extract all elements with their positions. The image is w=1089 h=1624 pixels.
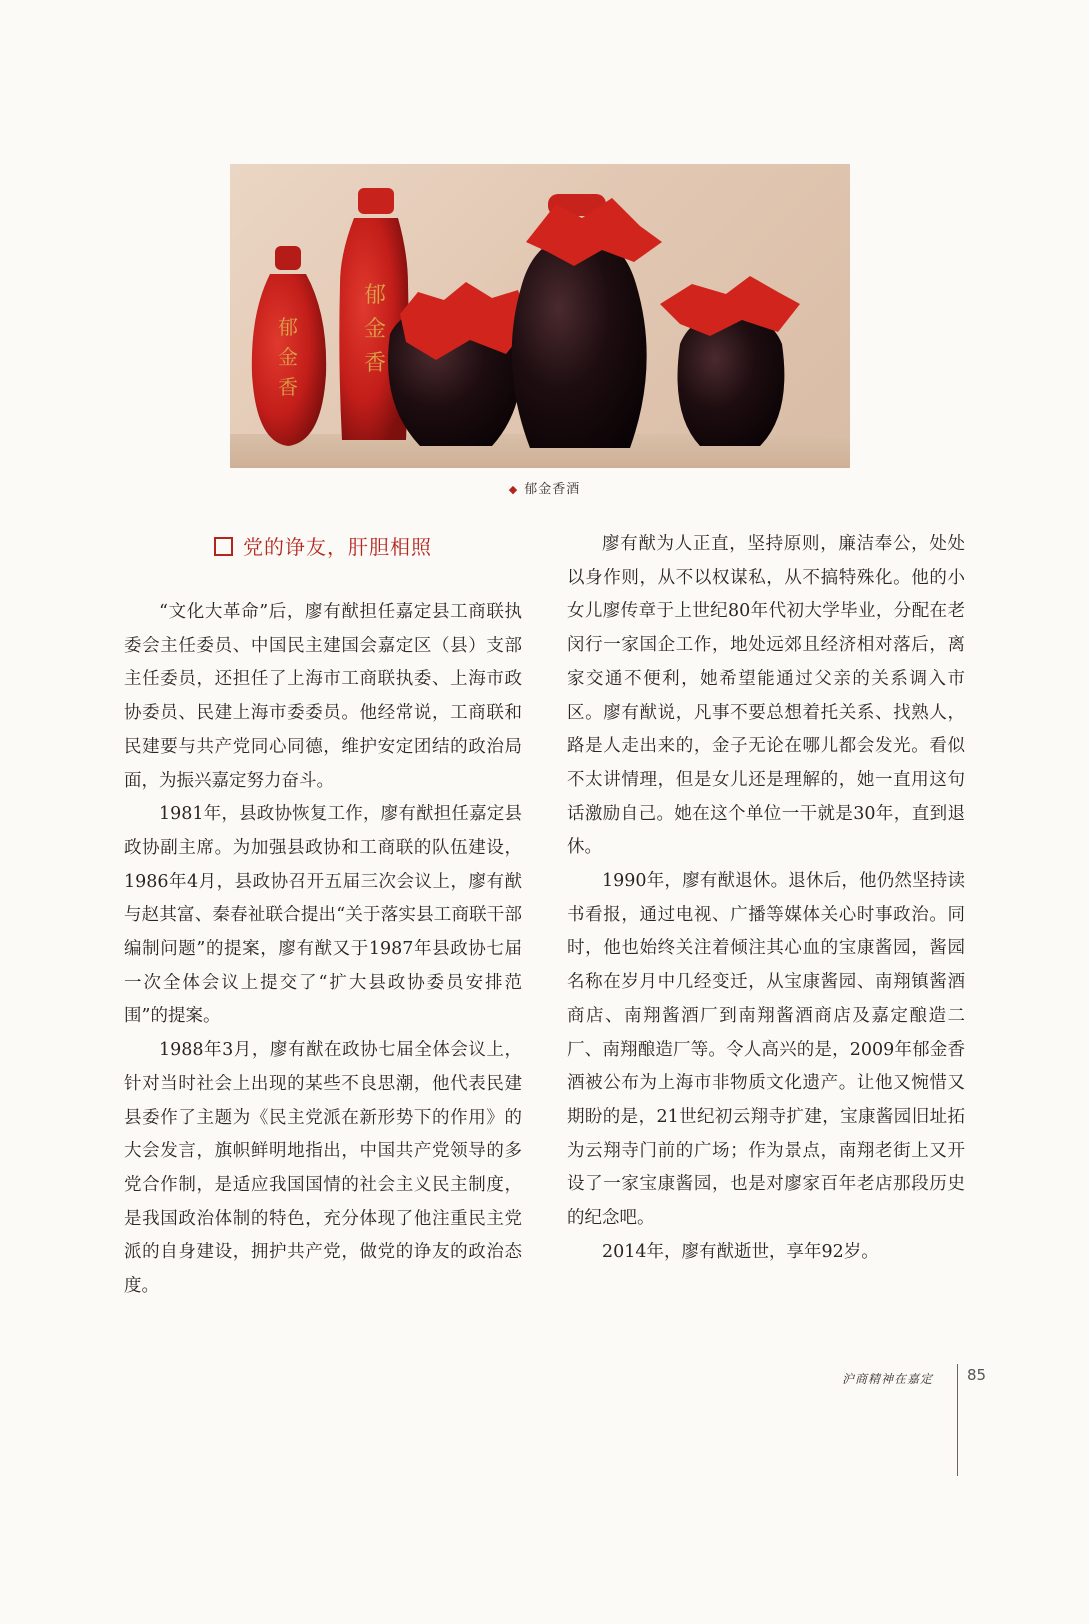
svg-text:金: 金: [278, 345, 298, 369]
paragraph: 1988年3月，廖有猷在政协七届全体会议上，针对当时社会上出现的某些不良思潮，他代表民建县委作了主题为《民主党派在新形势下的作用》的大会发言，旗帜鲜明地指出，中国共产党领导的多党合作制，是适应我国国情的社会主义民主制度，是我国政治体制的特色，充分体现了他注重民主党派的自身建设，拥护共产党，做党的诤友的政治态度。: [124, 1040, 522, 1297]
paragraph: 1990年，廖有猷退休。退休后，他仍然坚持读书看报，通过电视、广播等媒体关心时事政治。同时，他也始终关注着倾注其心血的宝康酱园，酱园名称在岁月中几经变迁，从宝康酱园、南翔镇酱酒商店、南翔酱酒厂到南翔酱酒商店及嘉定酿造二厂、南翔酿造厂等。令人高兴的是，2009年郁金香酒被公布为上海市非物质文化遗产。让他又惋惜又期盼的是，21世纪初云翔寺扩建，宝康酱园旧址拓为云翔寺门前的广场；作为景点，南翔老街上又开设了一家宝康酱园，也是对廖家百年老店那段历史的纪念吧。: [567, 871, 965, 1229]
svg-text:金: 金: [363, 317, 387, 342]
diamond-bullet-icon: ◆: [508, 483, 519, 496]
footer-divider: [957, 1364, 958, 1476]
book-title: 沪商精神在嘉定: [842, 1372, 934, 1386]
svg-text:郁: 郁: [278, 315, 298, 339]
paragraph: 1981年，县政协恢复工作，廖有猷担任嘉定县政协副主席。为加强县政协和工商联的队伍建设，1986年4月，县政协召开五届三次会议上，廖有猷与赵其富、秦春祉联合提出“关于落实县工商联干部编制问题”的提案，廖有猷又于1987年县政协七届一次全体会议上提交了“扩大县政协委员安排范围”的提案。: [124, 804, 522, 1027]
section-heading-text: 党的诤友，肝胆相照: [243, 535, 432, 559]
paragraph: 廖有猷为人正直，坚持原则，廉洁奉公，处处以身作则，从不以权谋私，从不搞特殊化。他的小女儿廖传章于上世纪80年代初大学毕业，分配在老闵行一家国企工作，地处远郊且经济相对落后，离家交通不便利，她希望能通过父亲的关系调入市区。廖有猷说，凡事不要总想着托关系、找熟人，路是人走出来的，金子无论在哪儿都会发光。看似不太讲情理，但是女儿还是理解的，她一直用这句话激励自己。她在这个单位一干就是30年，直到退休。: [567, 534, 965, 858]
bottles-illustration: [230, 164, 850, 468]
section-heading: [124, 528, 522, 566]
paragraph: 2014年，廖有猷逝世，享年92岁。: [602, 1241, 879, 1262]
square-box-icon: [214, 537, 233, 556]
red-bottle-small: [252, 246, 326, 446]
dark-jar-left: [388, 282, 530, 446]
page-number: 85: [967, 1366, 987, 1384]
svg-text:香: 香: [363, 351, 387, 376]
paragraph: “文化大革命”后，廖有猷担任嘉定县工商联执委会主任委员、中国民主建国会嘉定区（县）支部主任委员，还担任了上海市工商联执委、上海市政协委员、民建上海市委委员。他经常说，工商联和民建要与共产党同心同德，维护安定团结的政治局面，为振兴嘉定努力奋斗。: [124, 602, 522, 791]
photo-caption: [0, 478, 1089, 497]
caption-text: 郁金香酒: [524, 482, 581, 497]
right-column: [567, 528, 965, 1269]
left-column: [124, 528, 522, 1304]
dark-jar-right: [660, 276, 800, 446]
svg-text:郁: 郁: [363, 283, 387, 308]
dark-jar-center: [512, 194, 662, 448]
svg-text:香: 香: [278, 375, 298, 399]
liquor-bottles-photo: [230, 164, 850, 468]
